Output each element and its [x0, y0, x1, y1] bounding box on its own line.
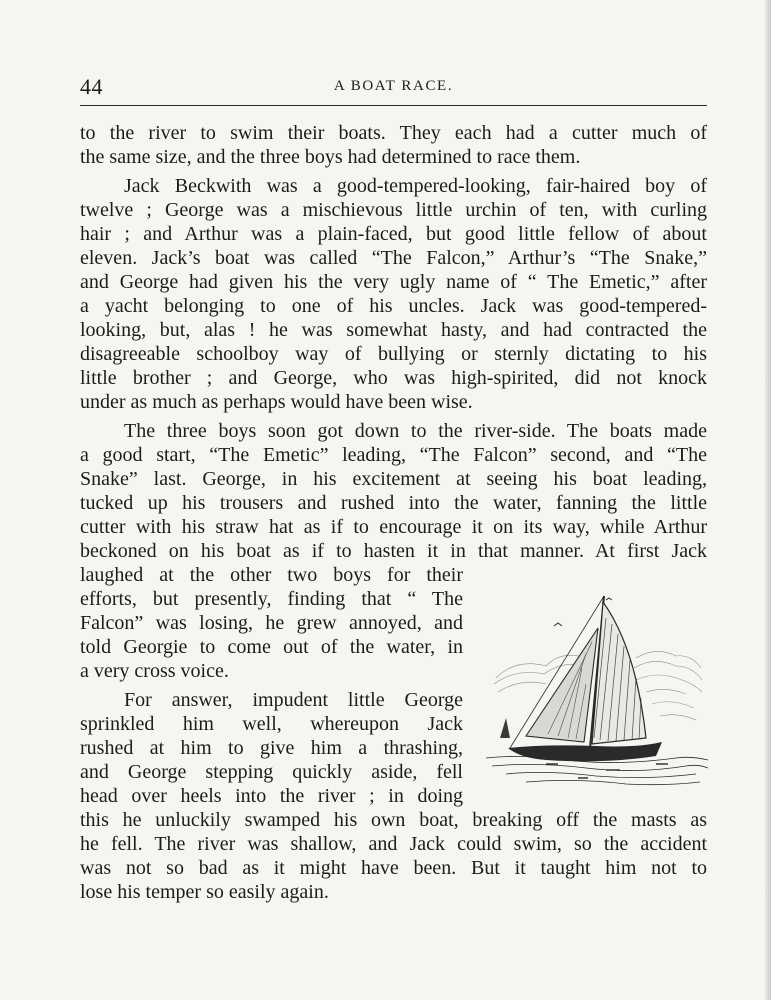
- page-header: [80, 74, 707, 104]
- text-line: little brother ; and George, who was high-spirited, did not knock: [80, 367, 707, 389]
- text-line: Jack Beckwith was a good-tempered-looking, fair-haired boy of: [124, 175, 707, 197]
- text-line: beckoned on his boat as if to hasten it in that manner. At first Jack: [80, 540, 707, 562]
- text-line: was not so bad as it might have been. But it taught him not to: [80, 857, 707, 879]
- text-line: rushed at him to give him a thrashing,: [80, 737, 463, 759]
- text-line: head over heels into the river ; in doing: [80, 785, 463, 807]
- bird-mark: [554, 623, 562, 626]
- text-line: eleven. Jack’s boat was called “The Falcon,” Arthur’s “The Snake,”: [80, 247, 707, 269]
- text-line: under as much as perhaps would have been wise.: [80, 391, 473, 413]
- text-line: and George had given his the very ugly name of “ The Emetic,” after: [80, 271, 707, 293]
- text-line: looking, but, alas ! he was somewhat hasty, and had contracted the: [80, 319, 707, 341]
- bird-mark: [606, 598, 612, 600]
- text-line: he fell. The river was shallow, and Jack could swim, so the accident: [80, 833, 707, 855]
- text-line: a yacht belonging to one of his uncles. Jack was good-tempered-: [80, 295, 707, 317]
- page-edge: [765, 0, 771, 1000]
- text-line: tucked up his trousers and rushed into the water, fanning the little: [80, 492, 707, 514]
- text-line: efforts, but presently, finding that “ The: [80, 588, 463, 610]
- text-line: sprinkled him well, whereupon Jack: [80, 713, 463, 735]
- text-line: told Georgie to come out of the water, in: [80, 636, 463, 658]
- text-line: a very cross voice.: [80, 660, 229, 682]
- text-line: laughed at the other two boys for their: [80, 564, 463, 586]
- text-line: The three boys soon got down to the river-side. The boats made: [124, 420, 707, 442]
- text-line: For answer, impudent little George: [124, 689, 463, 711]
- text-line: twelve ; George was a mischievous little urchin of ten, with curling: [80, 199, 707, 221]
- text-line: Falcon” was losing, he grew annoyed, and: [80, 612, 463, 634]
- text-line: and George stepping quickly aside, fell: [80, 761, 463, 783]
- distant-boat: [500, 718, 510, 738]
- text-line: a good start, “The Emetic” leading, “The Falcon” second, and “The: [80, 444, 707, 466]
- text-line: to the river to swim their boats. They each had a cutter much of: [80, 122, 707, 144]
- text-line: hair ; and Arthur was a plain-faced, but good little fellow of about: [80, 223, 707, 245]
- text-line: Snake” last. George, in his excitement at seeing his boat leading,: [80, 468, 707, 490]
- running-title: A BOAT RACE.: [333, 78, 454, 94]
- text-line: lose his temper so easily again.: [80, 881, 329, 903]
- sailboat-illustration: [486, 588, 708, 788]
- text-line: cutter with his straw hat as if to encourage it on its way, while Arthur: [80, 516, 707, 538]
- text-line: disagreeable schoolboy way of bullying or sternly dictating to his: [80, 343, 707, 365]
- mainsail: [592, 602, 646, 744]
- text-line: the same size, and the three boys had determined to race them.: [80, 146, 581, 168]
- header-rule: [80, 105, 707, 106]
- hull: [508, 742, 662, 761]
- page-number: 44: [80, 74, 103, 99]
- text-line: this he unluckily swamped his own boat, breaking off the masts as: [80, 809, 707, 831]
